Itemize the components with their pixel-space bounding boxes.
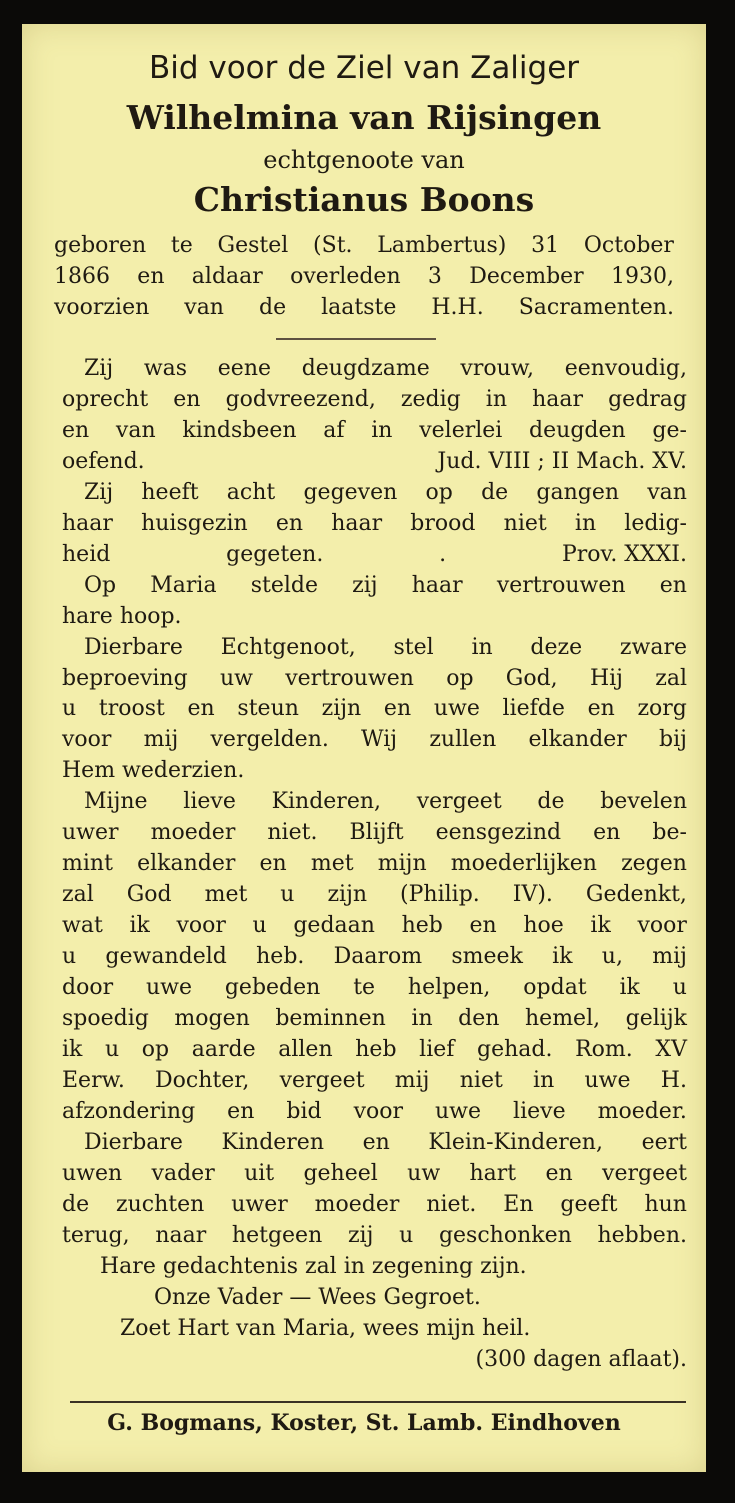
word: lieve (183, 789, 236, 815)
word: Gedenkt, (585, 882, 687, 908)
text-line (62, 633, 687, 664)
word: uw (219, 665, 253, 691)
word: ik (62, 1036, 83, 1062)
word: ik (552, 944, 573, 970)
word: En (503, 1191, 534, 1217)
word: gebeden (224, 975, 321, 1001)
word: voorzien (54, 295, 150, 320)
word: en (227, 1098, 255, 1124)
word: elkander (528, 727, 627, 753)
word: allen (278, 1036, 333, 1062)
word: Zij (84, 479, 114, 505)
text-line (62, 849, 687, 880)
word: de (258, 295, 287, 320)
word: terug, (62, 1222, 130, 1248)
word: Zoet Hart van Maria, wees mijn heil. (120, 1315, 531, 1341)
word: deugden (529, 417, 626, 443)
word: Sacramenten. (518, 295, 674, 320)
word: Gestel (217, 233, 289, 258)
word: elkander (137, 851, 236, 877)
word: kindsbeen (182, 417, 297, 443)
text-line (62, 478, 687, 509)
word: uwen (62, 1160, 123, 1186)
text-line (62, 540, 687, 571)
word: overleden (290, 264, 401, 289)
memorial-card (22, 24, 706, 1472)
word: 1866 (54, 264, 110, 289)
text-line (62, 1252, 687, 1283)
word: eenvoudig, (564, 356, 687, 381)
word: hare hoop. (62, 603, 182, 629)
word: te (170, 233, 193, 258)
word: Dierbare (84, 1129, 183, 1155)
word: vergelden. (210, 727, 329, 753)
word: 1930, (611, 264, 674, 289)
relation-text: echtgenoote van (263, 146, 465, 174)
text-line (62, 787, 687, 818)
word: zware (619, 634, 687, 660)
word: de (62, 1191, 90, 1217)
word: uwer (62, 820, 119, 846)
text-line (62, 1221, 687, 1252)
word: wat (62, 913, 103, 939)
word: en (173, 386, 201, 412)
word: Op (84, 572, 117, 598)
word: was (143, 356, 188, 381)
word: en (659, 572, 687, 598)
word: Zij (84, 356, 114, 381)
word: en (275, 510, 304, 536)
word: ik (129, 913, 150, 939)
word: aarde (191, 1036, 256, 1062)
word: uw (407, 1160, 441, 1186)
word: zijn (321, 696, 362, 722)
word: hebben. (597, 1222, 687, 1248)
word: afzondering (62, 1098, 196, 1124)
word: in (574, 510, 597, 536)
word: in (411, 1006, 433, 1032)
word: gewandeld (105, 944, 227, 970)
word: hun (644, 1191, 687, 1217)
word: Lambertus) (377, 233, 507, 258)
word: uwer (231, 1191, 288, 1217)
word: ik (590, 913, 611, 939)
word: eene (217, 356, 272, 381)
word: bevelen (600, 789, 687, 815)
word: met (204, 882, 248, 908)
word: mij (143, 727, 179, 753)
word: de (481, 479, 509, 505)
word: Blijft (349, 820, 404, 846)
word: niet. (426, 1191, 477, 1217)
word: gegeten. (226, 541, 324, 567)
word: God (126, 882, 172, 908)
word: God, (505, 665, 558, 691)
word: beproeving (62, 665, 188, 691)
word: haar (62, 510, 113, 536)
bio-line (54, 292, 674, 323)
word: voor (637, 913, 687, 939)
word: zedig (400, 386, 461, 412)
word: te (353, 975, 376, 1001)
word: 3 (427, 264, 442, 289)
word: zijn (327, 882, 368, 908)
word: Rom. (575, 1036, 633, 1062)
word: ik (619, 975, 640, 1001)
word: vergeet (416, 789, 502, 815)
word: niet. (267, 820, 318, 846)
word: brood (410, 510, 476, 536)
text-line (62, 1066, 687, 1097)
text-line (62, 1035, 687, 1066)
divider-long (70, 1401, 686, 1403)
word: u (62, 944, 77, 970)
word: aldaar (191, 264, 263, 289)
word: laatste (321, 295, 397, 320)
word: Wij (361, 727, 398, 753)
word: u, (601, 944, 623, 970)
word: mint (62, 851, 113, 877)
word: en (587, 696, 615, 722)
word: smeek (451, 944, 523, 970)
text-line (62, 725, 687, 756)
text-line (62, 694, 687, 725)
word: en (469, 913, 497, 939)
deceased-name: Wilhelmina van Rijsingen (126, 98, 602, 137)
word: Hem wederzien. (62, 758, 245, 784)
word: zorg (637, 696, 687, 722)
word: liefde (502, 696, 565, 722)
text-line (62, 571, 687, 602)
word: hoe (523, 913, 564, 939)
word: oprecht (62, 386, 149, 412)
word: gelijk (625, 1006, 687, 1032)
word: en (62, 417, 90, 443)
text-line (62, 354, 687, 385)
word: heb (401, 913, 443, 939)
word: en (362, 1129, 390, 1155)
word: heb (355, 1036, 397, 1062)
word: uwe (435, 1098, 482, 1124)
word: huisgezin (141, 510, 248, 536)
text-line (62, 1004, 687, 1035)
word: in (485, 386, 508, 412)
word: en (187, 696, 215, 722)
word: geheel (303, 1160, 378, 1186)
word: XV (655, 1036, 687, 1062)
word: vergeet (279, 1067, 365, 1093)
word: u (252, 913, 267, 939)
word: geschonken (438, 1222, 572, 1248)
word: Onze Vader — Wees Gegroet. (154, 1284, 481, 1310)
word: haar (411, 572, 463, 598)
word: lieve (513, 1098, 566, 1124)
word: geeft (560, 1191, 618, 1217)
printer-credit: G. Bogmans, Koster, St. Lamb. Eindhoven (107, 1410, 621, 1436)
prayer-line (62, 1314, 687, 1345)
text-line (62, 818, 687, 849)
word: en (259, 851, 287, 877)
prayer-line (62, 1283, 687, 1314)
word: Daarom (333, 944, 423, 970)
word: zij (352, 572, 378, 598)
word: voor (353, 1098, 404, 1124)
word: zal (62, 882, 94, 908)
word: vertrouwen (496, 572, 626, 598)
word: H.H. (431, 295, 484, 320)
word: mogen (174, 1006, 250, 1032)
text-line (62, 416, 687, 447)
word: gehad. (477, 1036, 553, 1062)
word: Dochter, (155, 1067, 250, 1093)
word: heid (62, 541, 111, 567)
word: mijn (377, 851, 427, 877)
word: mij (394, 1067, 430, 1093)
word: en (593, 820, 621, 846)
word: met (310, 851, 354, 877)
word: ge- (652, 417, 687, 443)
word: af (323, 417, 345, 443)
word: ledig- (624, 510, 687, 536)
word: Maria (150, 572, 217, 598)
word: en (383, 696, 412, 722)
bio-line (54, 261, 674, 292)
word: vrouw, (460, 356, 534, 381)
word: opdat (523, 975, 587, 1001)
word: gedaan (293, 913, 375, 939)
word: u (62, 696, 77, 722)
text-line (62, 1159, 687, 1190)
text-line (62, 447, 687, 478)
word: hart (469, 1160, 517, 1186)
word: haar (331, 510, 383, 536)
word: vertrouwen (285, 665, 414, 691)
word: Hij (589, 665, 623, 691)
bio-line (54, 230, 674, 261)
word: (Philip. (400, 882, 480, 908)
word: stel (393, 634, 434, 660)
word: haar (532, 386, 584, 412)
word: gedrag (608, 386, 687, 412)
word: u (280, 882, 295, 908)
word: October (583, 233, 674, 258)
text-line (62, 756, 687, 787)
word: Jud. VIII ; II Mach. XV. (437, 448, 687, 474)
word: helpen, (407, 975, 491, 1001)
biography (54, 230, 674, 323)
word: gegeven (303, 479, 398, 505)
word: zij (347, 1222, 374, 1248)
word: be- (652, 820, 687, 846)
word: steun (237, 696, 299, 722)
word: . (439, 541, 447, 567)
word: (St. (313, 233, 353, 258)
word: op (425, 479, 453, 505)
word: Kinderen (221, 1129, 324, 1155)
word: stelde (250, 572, 319, 598)
word: uwe (584, 1067, 631, 1093)
prayer-heading: Bid voor de Ziel van Zaliger (148, 50, 580, 86)
word: hetgeen (231, 1222, 323, 1248)
word: Eerw. (62, 1067, 125, 1093)
word: deugdzame (301, 356, 430, 381)
word: op (446, 665, 474, 691)
word: oefend. (62, 448, 145, 474)
word: bid (286, 1098, 322, 1124)
word: u (105, 1036, 120, 1062)
word: in (371, 417, 393, 443)
word: uwe (145, 975, 192, 1001)
word: gangen (536, 479, 620, 505)
word: moeder (150, 820, 236, 846)
text-line (62, 1128, 687, 1159)
word: heeft (141, 479, 199, 505)
word: Hare gedachtenis zal in zegening zijn. (100, 1253, 527, 1279)
word: eensgezind (435, 820, 562, 846)
word: IV). (512, 882, 553, 908)
word: (300 dagen aflaat). (475, 1346, 687, 1372)
word: op (141, 1036, 170, 1062)
text-line (62, 942, 687, 973)
word: zuchten (116, 1191, 205, 1217)
word: uit (244, 1160, 275, 1186)
word: van (647, 479, 687, 505)
word: Dierbare (84, 634, 183, 660)
word: heb. (256, 944, 305, 970)
word: H. (660, 1067, 687, 1093)
word: in (533, 1067, 555, 1093)
word: van (115, 417, 156, 443)
text-line (62, 602, 687, 633)
text-line (62, 385, 687, 416)
word: Klein-Kinderen, (428, 1129, 603, 1155)
spouse-name: Christianus Boons (193, 180, 535, 219)
word: niet (459, 1067, 503, 1093)
text-line (62, 1097, 687, 1128)
word: voor (62, 727, 112, 753)
text-line (62, 509, 687, 540)
word: moeder (314, 1191, 400, 1217)
word: den (458, 1006, 500, 1032)
word: spoedig (62, 1006, 149, 1032)
word: uwe (433, 696, 480, 722)
word: Echtgenoot, (220, 634, 356, 660)
text-line (62, 664, 687, 695)
word: godvreezend, (225, 386, 376, 412)
word: u (399, 1222, 414, 1248)
word: door (62, 975, 114, 1001)
word: naar (155, 1222, 207, 1248)
word: 31 (531, 233, 560, 258)
word: Mijne (84, 789, 148, 815)
word: troost (98, 696, 165, 722)
text-line (62, 973, 687, 1004)
text-line (62, 911, 687, 942)
word: hemel, (525, 1006, 601, 1032)
text-line (62, 1190, 687, 1221)
word: acht (226, 479, 276, 505)
word: December (469, 264, 584, 289)
word: en (137, 264, 165, 289)
word: van (184, 295, 224, 320)
word: vergeet (602, 1160, 687, 1186)
word: mij (652, 944, 687, 970)
word: zegen (621, 851, 687, 877)
word: deze (530, 634, 583, 660)
text-line (62, 880, 687, 911)
word: zullen (429, 727, 497, 753)
word: Prov. XXXI. (561, 541, 687, 567)
memorial-text (62, 354, 687, 1375)
word: Kinderen, (271, 789, 382, 815)
word: u (672, 975, 687, 1001)
word: eert (641, 1129, 687, 1155)
divider-short (276, 338, 436, 340)
word: de (537, 789, 565, 815)
indulgence-note (62, 1345, 687, 1376)
word: en (545, 1160, 573, 1186)
word: lief (419, 1036, 455, 1062)
word: niet (503, 510, 547, 536)
word: vader (151, 1160, 215, 1186)
word: moederlijken (450, 851, 597, 877)
word: velerlei (419, 417, 503, 443)
word: moeder. (597, 1098, 687, 1124)
word: zal (655, 665, 687, 691)
word: bij (658, 727, 687, 753)
word: beminnen (275, 1006, 386, 1032)
word: in (471, 634, 493, 660)
word: geboren (54, 233, 147, 258)
word: voor (176, 913, 226, 939)
